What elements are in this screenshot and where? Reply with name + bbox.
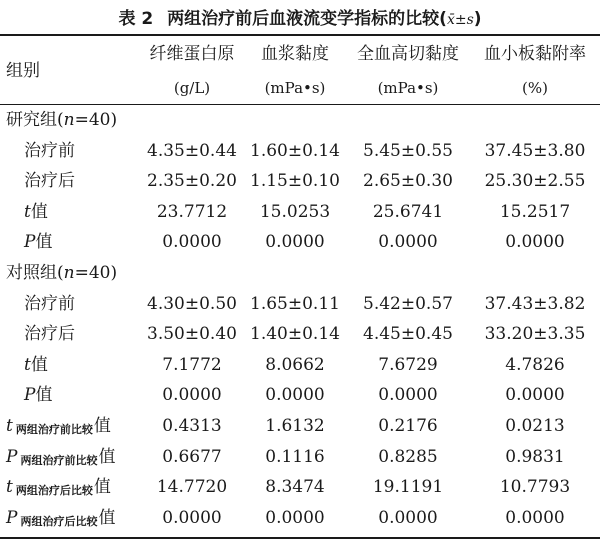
table-cell: 15.0253 [259,202,331,222]
table-cell: 7.1772 [162,355,222,375]
table-cell: 4.35±0.44 [147,141,237,161]
header-rule [0,104,600,105]
stat-suffix: 值 [93,477,111,497]
table-cell: 0.0213 [505,416,565,436]
table-cell: 0.0000 [265,232,325,252]
stat-suffix: 值 [98,508,116,528]
row-label [24,385,52,405]
row-label [6,447,115,471]
table-cell: 0.0000 [162,508,222,528]
row-label [6,477,111,501]
stat-symbol: P [6,447,18,467]
table-cell: 0.0000 [378,385,438,405]
table-cell: 0.6677 [162,447,222,467]
stat-suffix: 值 [93,416,111,436]
row-label [24,324,75,344]
table-cell: 2.65±0.30 [363,171,453,191]
stat-symbol: P [24,232,36,252]
table-cell: 4.30±0.50 [147,294,237,314]
group-name: 对照组( [6,263,64,283]
table-cell: 0.4313 [162,416,222,436]
caption-close: ) [473,9,482,29]
table-cell: 5.45±0.55 [363,141,453,161]
table-cell: 1.40±0.14 [250,324,340,344]
sample-size-symbol: n [63,110,75,130]
row-label [6,263,117,283]
stat-suffix: 值 [35,385,53,405]
column-header-name: 全血高切黏度 [357,44,459,64]
table-cell: 0.2176 [378,416,438,436]
sample-size-symbol: n [63,263,75,283]
stat-symbol: P [24,385,36,405]
table-cell: 25.30±2.55 [484,171,586,191]
table-cell: 1.65±0.11 [250,294,340,314]
stat-symbol: P [6,508,18,528]
table-cell: 0.0000 [265,385,325,405]
stat-symbol: t [24,202,31,222]
table-caption [0,8,600,31]
row-label [6,508,115,532]
row-label [24,355,48,375]
table-cell: 25.6741 [372,202,444,222]
sample-size-value: =40) [74,110,118,130]
table-cell: 0.0000 [505,508,565,528]
table-cell: 5.42±0.57 [363,294,453,314]
table-cell: 10.7793 [499,477,571,497]
row-label [24,294,75,314]
table-cell: 19.1191 [372,477,444,497]
row-label-text: 治疗后 [24,171,75,191]
column-header-unit: (mPa•s) [377,79,439,97]
table-cell: 14.7720 [156,477,228,497]
table-cell: 1.15±0.10 [250,171,340,191]
table-cell: 3.50±0.40 [147,324,237,344]
table-cell: 2.35±0.20 [147,171,237,191]
table-cell: 4.45±0.45 [363,324,453,344]
table-cell: 0.0000 [378,508,438,528]
column-header-name: 血小板黏附率 [484,44,586,64]
stat-subscript: 两组治疗前比较 [15,423,93,436]
row-label [24,202,48,222]
table-cell: 37.43±3.82 [484,294,586,314]
table-cell: 23.7712 [156,202,228,222]
table-cell: 8.3474 [265,477,325,497]
table-cell: 1.60±0.14 [250,141,340,161]
table-cell: 0.0000 [505,232,565,252]
column-header-unit: (g/L) [173,79,211,97]
row-label [24,232,52,252]
stat-symbol: t [6,416,13,436]
table-cell: 1.6132 [265,416,325,436]
table-cell: 37.45±3.80 [484,141,586,161]
stat-notation: x̄±s [446,12,474,28]
table-cell: 0.1116 [265,447,325,467]
group-name: 研究组( [6,110,64,130]
row-label-text: 治疗前 [24,141,75,161]
column-header-name: 纤维蛋白原 [149,44,235,64]
table-cell: 0.0000 [505,385,565,405]
table-cell: 0.0000 [378,232,438,252]
row-label-text: 治疗前 [24,294,75,314]
table-cell: 0.8285 [378,447,438,467]
stat-subscript: 两组治疗前比较 [20,454,98,467]
table-number: 表 2 [118,9,154,29]
column-header-unit: (%) [522,79,548,97]
stat-symbol: t [6,477,13,497]
table-cell: 8.0662 [265,355,325,375]
table-cell: 4.7826 [505,355,565,375]
top-rule [0,34,600,36]
row-label-text: 治疗后 [24,324,75,344]
table-cell: 0.9831 [505,447,565,467]
table-cell: 15.2517 [499,202,571,222]
table-title: 两组治疗前后血液流变学指标的比较( [167,9,447,29]
table-cell: 0.0000 [265,508,325,528]
table-cell: 0.0000 [162,385,222,405]
column-header-unit: (mPa•s) [264,79,326,97]
bottom-rule [0,537,600,539]
group-column-header: 组别 [6,61,40,81]
table-cell: 33.20±3.35 [484,324,586,344]
row-label [6,416,111,440]
stat-subscript: 两组治疗后比较 [15,484,93,497]
stat-suffix: 值 [30,355,48,375]
table-cell: 0.0000 [162,232,222,252]
sample-size-value: =40) [74,263,118,283]
table-cell: 7.6729 [378,355,438,375]
column-header-name: 血浆黏度 [261,44,329,64]
stat-suffix: 值 [35,232,53,252]
row-label [24,141,75,161]
stat-suffix: 值 [98,447,116,467]
stat-subscript: 两组治疗后比较 [20,515,98,528]
row-label [6,110,117,130]
stat-suffix: 值 [30,202,48,222]
stat-symbol: t [24,355,31,375]
row-label [24,171,75,191]
